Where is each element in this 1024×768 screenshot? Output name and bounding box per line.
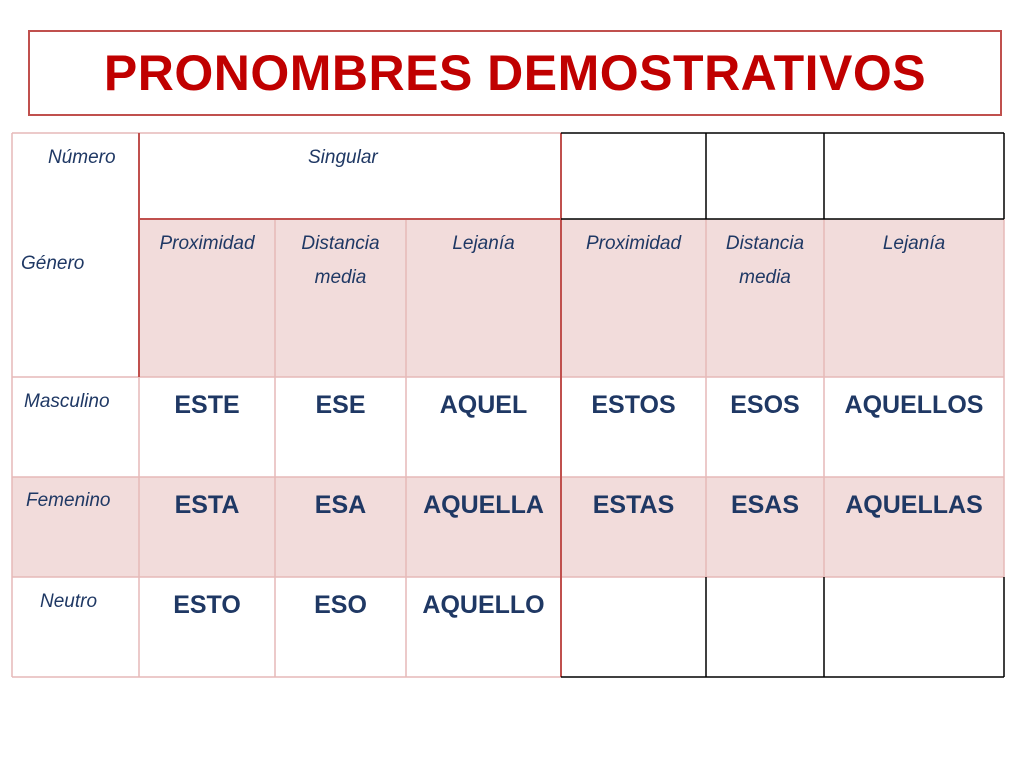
cell-femenino-singular-lejania: AQUELLA	[423, 491, 544, 519]
singular-label: Singular	[308, 147, 378, 168]
cell-neutro-singular-lejania: AQUELLO	[422, 591, 545, 619]
subheader-singular-distancia-media: Distancia media	[301, 233, 380, 288]
cell-masculino-plural-distancia: ESOS	[730, 391, 800, 419]
cell-masculino-singular-lejania: AQUEL	[439, 391, 528, 419]
page-title: PRONOMBRES DEMOSTRATIVOS	[103, 45, 927, 101]
cell-femenino-plural-proximidad: ESTAS	[592, 491, 675, 519]
cell-femenino-plural-lejania: AQUELLAS	[845, 491, 983, 519]
cell-masculino-plural-lejania: AQUELLOS	[844, 391, 984, 419]
cell-masculino-singular-proximidad: ESTE	[174, 391, 240, 419]
cell-masculino-singular-distancia: ESE	[315, 391, 366, 419]
numero-label: Número	[48, 147, 116, 168]
cell-neutro-singular-distancia: ESO	[314, 591, 367, 619]
subheader-plural-lejania: Lejanía	[882, 233, 946, 254]
subheader-singular-proximidad: Proximidad	[159, 233, 255, 254]
subheader-plural-proximidad: Proximidad	[585, 233, 682, 254]
cell-femenino-singular-distancia: ESA	[314, 491, 367, 519]
cell-neutro-singular-proximidad: ESTO	[173, 591, 241, 619]
row-label-neutro: Neutro	[40, 591, 98, 612]
row-label-masculino: Masculino	[24, 391, 110, 412]
subheader-singular-lejania: Lejanía	[452, 233, 515, 254]
genero-label: Género	[21, 253, 85, 274]
cell-femenino-plural-distancia: ESAS	[730, 491, 800, 519]
cell-masculino-plural-proximidad: ESTOS	[591, 391, 676, 419]
subheader-plural-distancia-media: Distancia media	[725, 233, 805, 288]
cell-femenino-singular-proximidad: ESTA	[174, 491, 240, 519]
row-label-femenino: Femenino	[26, 490, 111, 511]
